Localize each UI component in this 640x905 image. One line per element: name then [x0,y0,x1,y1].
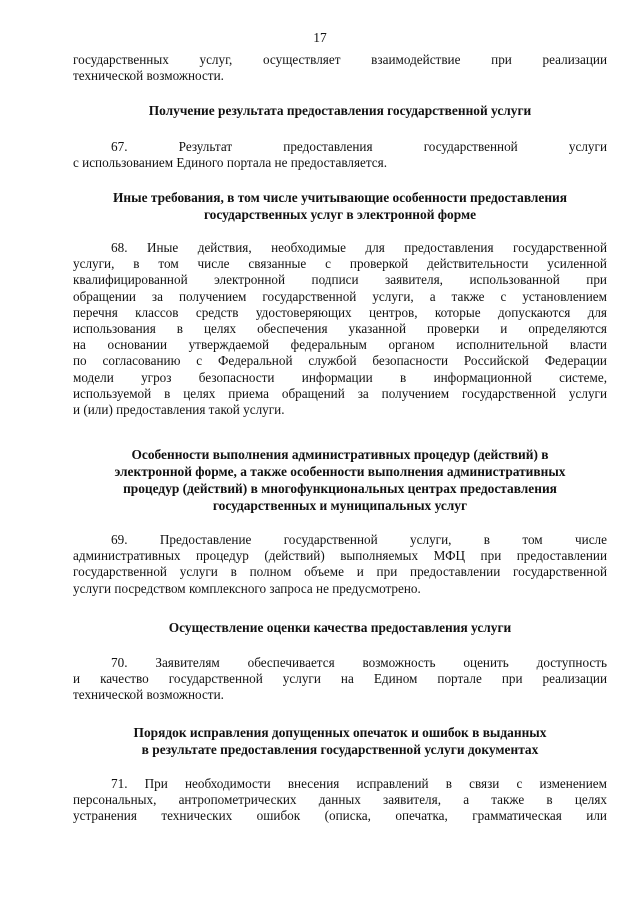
text-line: услуги посредством комплексного запроса не предусмотрено. [73,580,421,596]
paragraph-69 [73,532,607,597]
heading-line: государственных и муниципальных услуг [212,498,468,513]
text-line: 69. Предоставление государственной услуги, в том числе [111,532,607,547]
text-line: перечня классов средств удостоверяющих центров, которые допускаются для [73,304,607,320]
text-line: устранения технических ошибок (описка, опечатка, грамматическая или [73,808,607,824]
heading-line: Получение результата предоставления государственной услуги [148,103,532,118]
text-line: 68. Иные действия, необходимые для предоставления государственной [111,240,607,255]
text-line: технической возможности. [73,687,224,703]
section-heading-other-requirements [58,189,622,223]
text-line: квалифицированной электронной подписи заявителя, использованной при [73,272,607,288]
text-line: на основании утверждаемой федеральным органом исполнительной власти [73,337,607,353]
text-line: используемой в целях приема обращений за получением государственной услуги [73,385,607,401]
text-line: 70. Заявителям обеспечивается возможность оценить доступность [111,655,607,670]
section-heading-result [58,102,622,119]
text-line: технической возможности. [73,68,224,84]
section-heading-error-correction [58,724,622,758]
text-line: 67. Результат предоставления государственной услуги [111,139,607,154]
heading-line: Осуществление оценки качества предоставления услуги [168,620,512,635]
intro-paragraph [73,52,607,84]
text-line: с использованием Единого портала не предоставляется. [73,155,388,171]
text-line: и качество государственной услуги на Едином портале при реализации [73,671,607,687]
paragraph-70 [73,655,607,704]
section-heading-mfc-procedures [58,446,622,514]
text-line: и (или) предоставления такой услуги. [73,401,285,417]
heading-line: электронной форме, а также особенности выполнения административных [114,464,566,479]
text-line: услуги, в том числе связанные с проверкой действительности усиленной [73,256,607,272]
text-line: 71. При необходимости внесения исправлений в связи с изменением [111,776,607,791]
heading-line: Иные требования, в том числе учитывающие особенности предоставления [112,190,568,205]
text-line: использования в целях обеспечения указанной проверки и определяются [73,320,607,336]
heading-line: Особенности выполнения административных процедур (действий) в [131,447,549,462]
text-line: государственных услуг, осуществляет взаимодействие при реализации [73,52,607,67]
section-heading-quality-assessment [58,619,622,636]
text-line: государственной услуги в полном объеме и при предоставлении государственной [73,564,607,580]
text-line: персональных, антропометрических данных заявителя, а также в целях [73,792,607,808]
heading-line: государственных услуг в электронной форме [203,207,477,222]
paragraph-71 [73,776,607,825]
heading-line: в результате предоставления государственной услуги документах [141,742,539,757]
text-line: модели угроз безопасности информации в информационной системе, [73,369,607,385]
paragraph-68 [73,240,607,418]
text-line: административных процедур (действий) выполняемых МФЦ при предоставлении [73,548,607,564]
heading-line: процедур (действий) в многофункциональных центрах предоставления [123,481,557,496]
heading-line: Порядок исправления допущенных опечаток и ошибок в выданных [133,725,547,740]
text-line: обращении за получением государственной услуги, а также с установлением [73,288,607,304]
paragraph-67 [73,139,607,171]
page-number: 17 [313,30,327,45]
text-line: по согласованию с Федеральной службой безопасности Российской Федерации [73,353,607,369]
